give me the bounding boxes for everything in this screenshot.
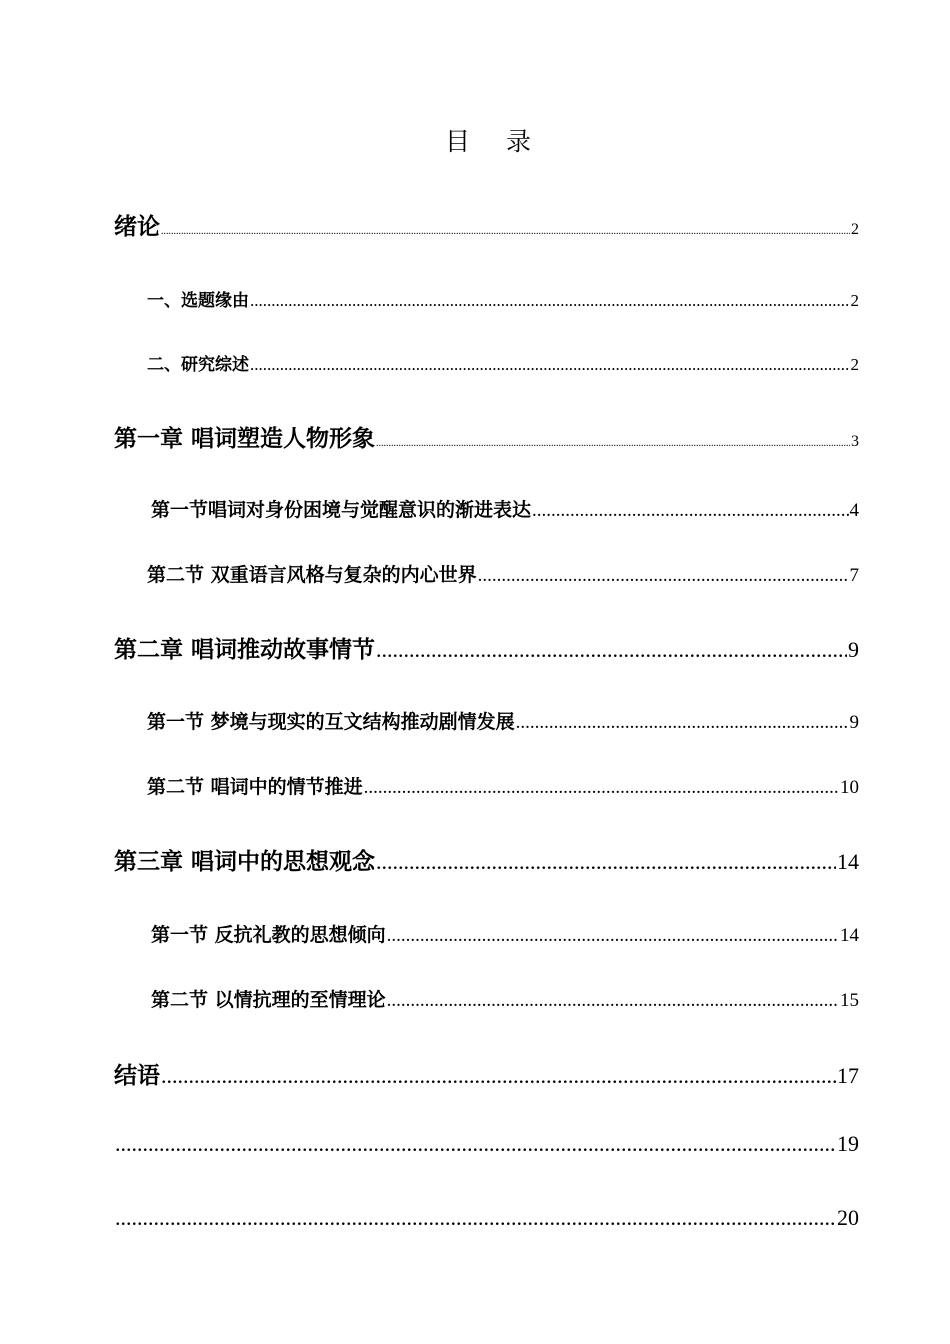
toc-title: 目 录 xyxy=(445,127,545,156)
toc-entry-page: 7 xyxy=(849,565,859,586)
toc-entry-label: 第二章 唱词推动故事情节 xyxy=(114,637,376,663)
toc-entry-literature-review[interactable] xyxy=(147,350,859,375)
toc-entry-page: 2 xyxy=(850,355,859,374)
toc-entry-page: 2 xyxy=(850,291,859,310)
toc-entry-page: 10 xyxy=(840,777,859,798)
dot-leader xyxy=(161,226,850,237)
toc-entry-label: 二、研究综述 xyxy=(147,355,249,375)
toc-entry-label: 第二节 以情抗理的至情理论 xyxy=(151,989,386,1011)
toc-entry-chapter-2-section-1[interactable] xyxy=(147,707,859,734)
toc-entry-chapter-1[interactable] xyxy=(114,420,859,453)
toc-entry-unlabeled[interactable] xyxy=(114,1205,859,1231)
toc-entry-page: 2 xyxy=(851,221,859,238)
dot-leader xyxy=(250,291,850,311)
toc-entry-chapter-3[interactable] xyxy=(114,843,859,876)
toc-entry-page: 3 xyxy=(851,433,859,450)
toc-entry-page: 9 xyxy=(848,637,859,662)
toc-entry-chapter-2[interactable] xyxy=(114,631,859,664)
toc-entry-label: 结语 xyxy=(114,1063,160,1089)
toc-entry-page: 14 xyxy=(837,849,859,874)
toc-entry-page: 17 xyxy=(837,1063,859,1088)
toc-entry-chapter-1-section-2[interactable] xyxy=(147,560,859,587)
dot-leader xyxy=(161,1063,836,1089)
toc-entry-label: 第一节 反抗礼教的思想倾向 xyxy=(151,924,386,946)
toc-entry-label: 一、选题缘由 xyxy=(147,291,249,311)
toc-entry-label: 第二节 双重语言风格与复杂的内心世界 xyxy=(147,564,477,586)
toc-entry-page: 19 xyxy=(837,1131,859,1156)
toc-entry-page: 9 xyxy=(849,712,859,733)
toc-entry-unlabeled[interactable] xyxy=(114,1131,859,1157)
dot-leader xyxy=(250,355,850,375)
toc-entry-page: 15 xyxy=(840,990,859,1011)
toc-entry-label: 第三章 唱词中的思想观念 xyxy=(114,849,376,875)
dot-leader xyxy=(532,500,848,522)
dot-leader xyxy=(516,712,849,734)
toc-entry-page: 20 xyxy=(837,1205,859,1230)
dot-leader xyxy=(387,925,839,947)
toc-entry-label: 第一节 梦境与现实的互文结构推动剧情发展 xyxy=(147,711,515,733)
dot-leader xyxy=(376,438,850,449)
toc-entry-topic-origin[interactable] xyxy=(147,286,859,311)
dot-leader xyxy=(376,849,836,875)
toc-entry-page: 4 xyxy=(849,500,859,521)
toc-entry-label: 第一章 唱词塑造人物形象 xyxy=(114,426,376,452)
dot-leader xyxy=(376,637,847,663)
dot-leader xyxy=(115,1131,836,1157)
toc-entry-chapter-3-section-1[interactable] xyxy=(151,920,859,947)
toc-entry-introduction[interactable] xyxy=(114,208,859,241)
toc-entry-chapter-3-section-2[interactable] xyxy=(151,985,859,1012)
dot-leader xyxy=(115,1205,836,1231)
toc-entry-conclusion[interactable] xyxy=(114,1057,859,1090)
toc-entry-page: 14 xyxy=(840,925,859,946)
dot-leader xyxy=(478,565,849,587)
toc-entry-label: 绪论 xyxy=(114,214,160,240)
toc-entry-chapter-2-section-2[interactable] xyxy=(147,772,859,799)
toc-entry-label: 第一节唱词对身份困境与觉醒意识的渐进表达 xyxy=(151,499,532,521)
dot-leader xyxy=(387,990,839,1012)
toc-entry-chapter-1-section-1[interactable] xyxy=(151,495,859,522)
dot-leader xyxy=(364,777,839,799)
toc-entry-label: 第二节 唱词中的情节推进 xyxy=(147,776,363,798)
